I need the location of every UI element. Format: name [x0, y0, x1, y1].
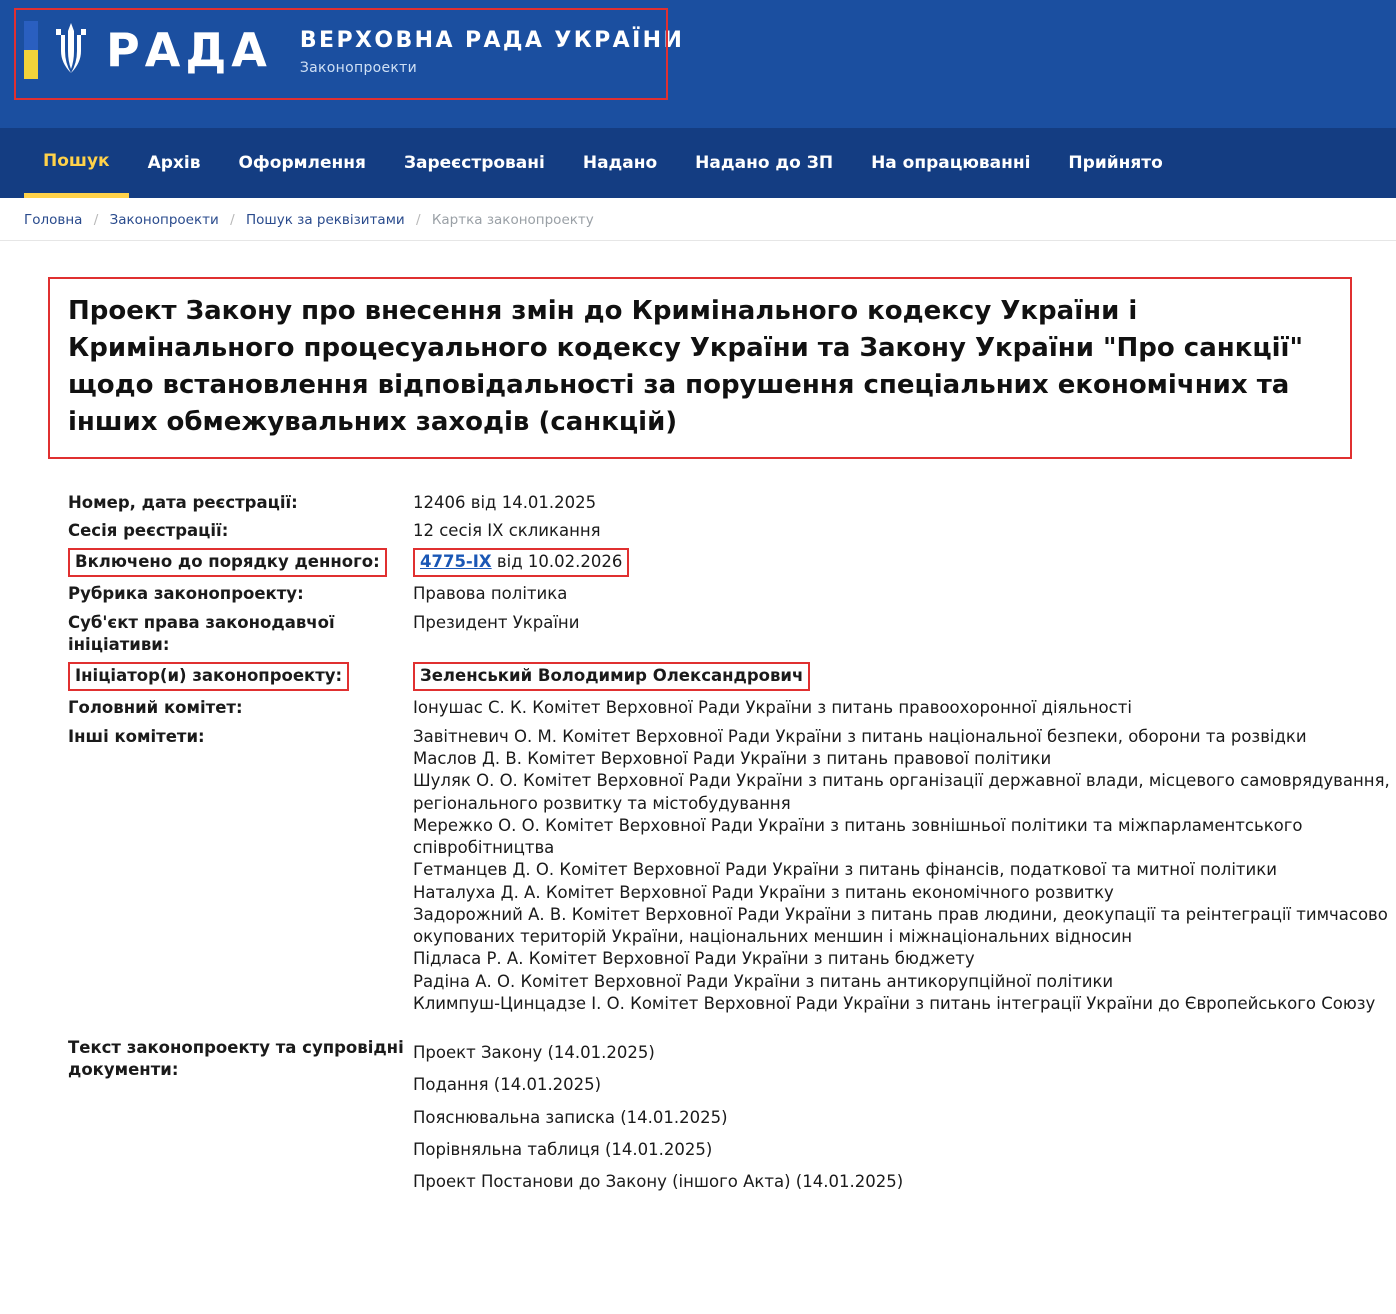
list-item: Климпуш-Цинцадзе І. О. Комітет Верховної Ради України з питань інтеграції України до Європейського Союзу — [413, 993, 1376, 1013]
field-label-subject: Суб'єкт права законодавчої ініціативи: — [68, 612, 335, 654]
field-label-number: Номер, дата реєстрації: — [68, 492, 298, 512]
field-label-documents: Текст законопроекту та супровідні документи: — [68, 1038, 404, 1080]
list-item: Підласа Р. А. Комітет Верховної Ради України з питань бюджету — [413, 949, 975, 969]
field-value-main-committee: Іонушас С. К. Комітет Верховної Ради України з питань правоохоронної діяльності — [413, 698, 1132, 718]
field-label-other-committees: Інші комітети: — [68, 726, 205, 746]
document-link-item[interactable]: Проект Постанови до Закону (іншого Акта) (14.01.2025) — [413, 1172, 904, 1192]
breadcrumb-item-home[interactable]: Головна — [24, 212, 83, 228]
field-value-subject: Президент України — [413, 612, 580, 632]
agenda-value-highlight — [413, 548, 629, 577]
table-row — [68, 659, 1396, 694]
document-link-item[interactable]: Пояснювальна записка (14.01.2025) — [413, 1107, 728, 1127]
field-label-main-committee: Головний комітет: — [68, 698, 243, 718]
table-row — [68, 517, 1396, 545]
list-item: Завітневич О. М. Комітет Верховної Ради України з питань національної безпеки, оборони та розвідки — [413, 726, 1307, 746]
breadcrumb-item-current: Картка законопроекту — [431, 212, 594, 228]
ukraine-flag-icon — [24, 21, 38, 79]
initiator-value-highlight: Зеленський Володимир Олександрович — [413, 662, 810, 691]
page-title: Проект Закону про внесення змін до Кримінального кодексу України і Кримінального процесуального кодексу України та Закону України "Про санкції" щодо встановлення відповідальності за порушення спеціальних економічних та інших обмежувальних заходів (санкцій) — [48, 277, 1352, 459]
nav-item-nadano[interactable]: Надано — [582, 153, 658, 173]
breadcrumb-separator: / — [93, 212, 99, 228]
list-item: Гетманцев Д. О. Комітет Верховної Ради України з питань фінансів, податкової та митної політики — [413, 860, 1277, 880]
nav-item-pryiniato[interactable]: Прийнято — [1068, 153, 1163, 173]
table-row — [68, 580, 1396, 608]
table-row — [68, 545, 1396, 580]
table-row — [68, 489, 1396, 517]
agenda-date: від 10.02.2026 — [491, 552, 623, 572]
bill-details-table — [68, 489, 1396, 1202]
nav-item-arkhiv[interactable]: Архів — [147, 153, 201, 173]
list-item: Маслов Д. В. Комітет Верховної Ради України з питань правової політики — [413, 749, 1052, 769]
field-value-session: 12 сесія IX скликання — [413, 520, 601, 540]
site-title: ВЕРХОВНА РАДА УКРАЇНИ — [299, 27, 685, 53]
breadcrumb-separator: / — [415, 212, 421, 228]
field-label-initiator — [68, 659, 413, 694]
list-item: Мережко О. О. Комітет Верховної Ради України з питань зовнішньої політики та міжпарламентського співробітництва — [413, 815, 1303, 858]
breadcrumb — [0, 198, 1396, 241]
nav-item-nadano-do-zp[interactable]: Надано до ЗП — [695, 153, 834, 173]
nav-item-na-opratsiuvanni[interactable]: На опрацюванні — [871, 153, 1031, 173]
table-row — [68, 694, 1396, 722]
field-label-initiator-highlight: Ініціатор(и) законопроекту: — [68, 662, 349, 691]
field-value-number: 12406 від 14.01.2025 — [413, 492, 597, 512]
field-value-rubric: Правова політика — [413, 584, 568, 604]
nav-item-oformlennia[interactable]: Оформлення — [238, 153, 366, 173]
list-item: Радіна А. О. Комітет Верховної Ради України з питань антикорупційної політики — [413, 971, 1114, 991]
main-navigation — [0, 128, 1396, 198]
nav-item-zareiestrovani[interactable]: Зареєстровані — [403, 153, 545, 173]
list-item: Задорожний А. В. Комітет Верховної Ради України з питань прав людини, деокупації та реінтеграції тимчасово окупованих територій України, національних меншин і міжнаціональних відносин — [413, 904, 1388, 947]
field-value-agenda — [413, 545, 1396, 580]
field-value-other-committees — [413, 723, 1396, 1018]
tryzub-coat-of-arms-icon — [50, 20, 92, 80]
field-label-session: Сесія реєстрації: — [68, 520, 229, 540]
breadcrumb-item-search[interactable]: Пошук за реквізитами — [245, 212, 405, 228]
breadcrumb-separator: / — [230, 212, 235, 228]
table-row — [68, 609, 1396, 660]
field-label-agenda-highlight: Включено до порядку денного: — [68, 548, 387, 577]
field-label-agenda — [68, 545, 413, 580]
document-link-item[interactable]: Подання (14.01.2025) — [413, 1075, 602, 1095]
breadcrumb-item-bills[interactable]: Законопроекти — [109, 212, 219, 228]
bill-card — [0, 241, 1396, 1212]
nav-item-poshuk[interactable]: Пошук — [24, 128, 129, 198]
document-link-item[interactable]: Порівняльна таблиця (14.01.2025) — [413, 1140, 713, 1159]
field-value-documents — [413, 1034, 1396, 1201]
field-label-rubric: Рубрика законопроекту: — [68, 584, 304, 604]
logo-wordmark: РАДА — [106, 23, 272, 77]
list-item: Наталуха Д. А. Комітет Верховної Ради України з питань економічного розвитку — [413, 882, 1114, 902]
table-spacer-row — [68, 1018, 1396, 1034]
site-header — [0, 0, 1396, 128]
table-row — [68, 723, 1396, 1018]
field-value-initiator — [413, 659, 1396, 694]
table-row — [68, 1034, 1396, 1201]
site-subtitle: Законопроекти — [299, 60, 418, 77]
document-link-item[interactable]: Проект Закону (14.01.2025) — [413, 1043, 655, 1063]
list-item: Шуляк О. О. Комітет Верховної Ради України з питань організації державної влади, місцевого самоврядування, регіонального розвитку та містобудування — [413, 771, 1390, 813]
agenda-resolution-link[interactable]: 4775-IX — [420, 552, 492, 572]
